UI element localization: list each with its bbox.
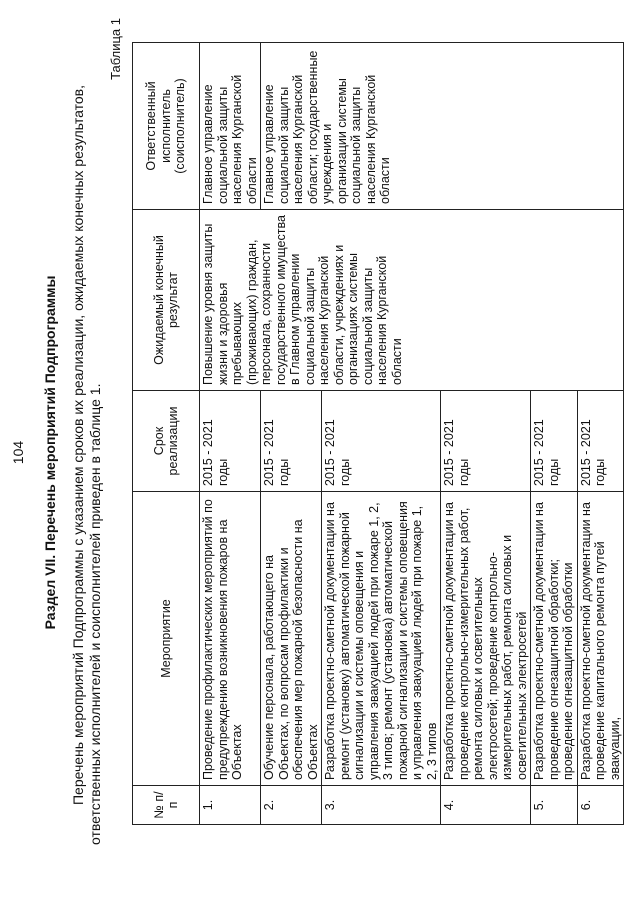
table-row bbox=[261, 43, 322, 825]
header-result: Ожидаемый конечный результат bbox=[133, 210, 200, 391]
header-executor: Ответственный исполнитель (соисполнитель) bbox=[133, 43, 200, 210]
row-num: 1. bbox=[200, 786, 261, 825]
table-header-row bbox=[133, 43, 200, 825]
header-period: Срок реализации bbox=[133, 391, 200, 492]
measures-table bbox=[132, 42, 624, 825]
row-period: 2015 - 2021 годы bbox=[322, 391, 441, 492]
row-period: 2015 - 2021 годы bbox=[577, 391, 624, 492]
row-measure: Разработка проектно-сметной документации на проведение огнезащитной обработки; проведение огнезащитной обработки bbox=[531, 492, 578, 786]
row-period: 2015 - 2021 годы bbox=[441, 391, 531, 492]
row-num: 2. bbox=[261, 786, 322, 825]
table-label: Таблица 1 bbox=[108, 18, 123, 80]
intro-paragraph: Перечень мероприятий Подпрограммы с указанием сроков их реализации, ожидаемых конечных результатов, ответственных исполнителей и соисполнителей приведен в таблице 1. bbox=[70, 85, 103, 845]
row-executor: Главное управление социальной защиты населения Курганской области; государственные учреждения и организации системы социальной защиты населения Курганской области bbox=[261, 43, 624, 210]
row-measure: Обучение персонала, работающего на Объектах, по вопросам профилактики и обеспечения мер пожарной безопасности на Объектах bbox=[261, 492, 322, 786]
section-title: Раздел VII. Перечень мероприятий Подпрограммы bbox=[42, 275, 58, 630]
header-num: № п/п bbox=[133, 786, 200, 825]
row-measure: Разработка проектно-сметной документации на проведение контрольно-измерительных работ, ремонта силовых и осветительных электросетей; проведение контрольно-измерительных работ, ремонта силовых и осветительных электросетей bbox=[441, 492, 531, 786]
page-number: 104 bbox=[10, 440, 26, 465]
row-executor: Главное управление социальной защиты населения Курганской области bbox=[200, 43, 261, 210]
row-measure: Проведение профилактических мероприятий по предупреждению возникновения пожаров на Объектах bbox=[200, 492, 261, 786]
row-num: 5. bbox=[531, 786, 578, 825]
row-measure: Разработка проектно-сметной документации на проведение капитального ремонта путей эвакуации, bbox=[577, 492, 624, 786]
row-result: Повышение уровня защиты жизни и здоровья пребывающих (проживающих) граждан, персонала, сохранности государственного имущества в Главном управлении социальной защиты населения Курганской области, учреждениях и организациях системы социальной защиты населения Курганской области bbox=[200, 210, 624, 391]
row-measure: Разработка проектно-сметной документации на ремонт (установку) автоматической пожарной сигнализации и системы оповещения и управления эвакуацией людей при пожаре 1, 2, 3 типов; ремонт (установка) автоматической пожарной сигнализации и системы оповещения и управления эвакуацией людей при пожаре 1, 2, 3 типов bbox=[322, 492, 441, 786]
row-period: 2015 - 2021 годы bbox=[531, 391, 578, 492]
row-num: 4. bbox=[441, 786, 531, 825]
row-num: 3. bbox=[322, 786, 441, 825]
table-row bbox=[200, 43, 261, 825]
header-measure: Мероприятие bbox=[133, 492, 200, 786]
row-num: 6. bbox=[577, 786, 624, 825]
row-period: 2015 - 2021 годы bbox=[261, 391, 322, 492]
row-period: 2015 - 2021 годы bbox=[200, 391, 261, 492]
